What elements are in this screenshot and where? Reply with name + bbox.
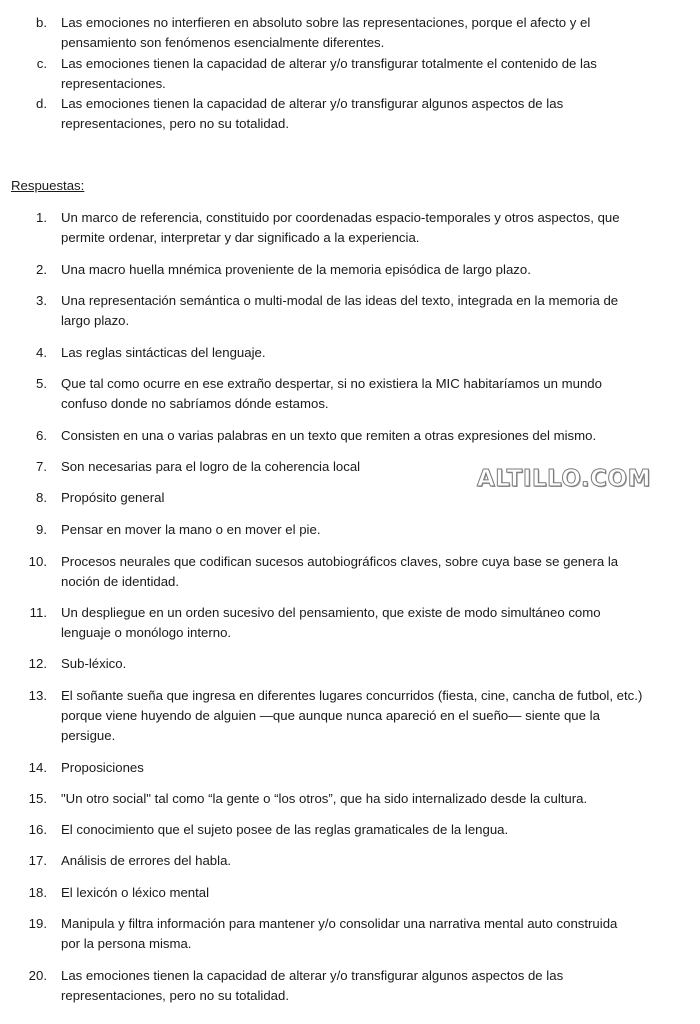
answer-number: 16. (28, 822, 47, 837)
answer-line: permite ordenar, interpretar y dar significado a la experiencia. (61, 230, 420, 245)
option-line: representaciones, pero no su totalidad. (61, 116, 289, 131)
answer-text (61, 208, 681, 248)
answer-number: 5. (36, 376, 47, 391)
answer-number: 2. (36, 262, 47, 277)
answer-number: 8. (36, 490, 47, 505)
answer-number: 7. (36, 459, 47, 474)
answer-line: Manipula y filtra información para mantener y/o consolidar una narrativa mental auto construida (61, 916, 618, 931)
answer-line: largo plazo. (61, 313, 130, 328)
answers-heading: Respuestas: (11, 178, 85, 193)
answer-number: 15. (28, 791, 47, 806)
answer-text (61, 520, 681, 540)
answer-text (61, 686, 681, 746)
answer-line: El lexicón o léxico mental (61, 885, 210, 900)
answer-number: 18. (28, 885, 47, 900)
option-line: Las emociones tienen la capacidad de alterar y/o transfigurar algunos aspectos de las (61, 96, 564, 111)
answer-line: El conocimiento que el sujeto posee de las reglas gramaticales de la lengua. (61, 822, 509, 837)
answer-number: 14. (28, 760, 47, 775)
answer-line: confuso donde no sabríamos dónde estamos. (61, 396, 329, 411)
answer-text (61, 260, 681, 280)
answer-text (61, 966, 681, 1006)
answer-number: 19. (28, 916, 47, 931)
answer-text (61, 914, 681, 954)
option-marker: d. (36, 96, 47, 111)
answer-text (61, 343, 681, 363)
option-marker: c. (36, 56, 47, 71)
answer-line: porque viene huyendo de alguien —que aunque nunca apareció en el sueño— siente que la (61, 708, 600, 723)
answer-line: Las reglas sintácticas del lenguaje. (61, 345, 266, 360)
answer-text (61, 552, 681, 592)
answer-text (61, 851, 681, 871)
answer-number: 3. (36, 293, 47, 308)
option-marker: b. (36, 15, 47, 30)
answer-line: Las emociones tienen la capacidad de alterar y/o transfigurar algunos aspectos de las (61, 968, 564, 983)
answer-text (61, 758, 681, 778)
answer-line: por la persona misma. (61, 936, 192, 951)
answer-line: Consisten en una o varias palabras en un texto que remiten a otras expresiones del mismo. (61, 428, 597, 443)
answer-line: Que tal como ocurre en ese extraño despertar, si no existiera la MIC habitaríamos un mundo (61, 376, 602, 391)
watermark-logo: ALTILLO.COM (477, 466, 651, 492)
option-line: representaciones. (61, 76, 166, 91)
answer-line: "Un otro social" tal como “la gente o “los otros”, que ha sido internalizado desde la cultura. (61, 791, 588, 806)
option-line: Las emociones no interfieren en absoluto sobre las representaciones, porque el afecto y el (61, 15, 591, 30)
answer-line: representaciones, pero no su totalidad. (61, 988, 289, 1003)
answer-line: lenguaje o monólogo interno. (61, 625, 232, 640)
option-text (61, 13, 681, 53)
answer-number: 12. (28, 656, 47, 671)
answer-text (61, 291, 681, 331)
answer-text (61, 603, 681, 643)
answer-number: 4. (36, 345, 47, 360)
answer-line: persigue. (61, 728, 116, 743)
option-text (61, 54, 681, 94)
answer-number: 13. (28, 688, 47, 703)
option-line: pensamiento son fenómenos esencialmente diferentes. (61, 35, 385, 50)
answer-line: Proposiciones (61, 760, 144, 775)
answer-number: 1. (36, 210, 47, 225)
option-line: Las emociones tienen la capacidad de alterar y/o transfigurar totalmente el contenido de las (61, 56, 597, 71)
answer-text (61, 374, 681, 414)
answer-text (61, 654, 681, 674)
answer-text (61, 820, 681, 840)
answer-text (61, 426, 681, 446)
answer-line: Propósito general (61, 490, 165, 505)
answer-line: Una representación semántica o multi-modal de las ideas del texto, integrada en la memoria de (61, 293, 619, 308)
answer-number: 11. (29, 605, 47, 620)
option-text (61, 94, 681, 134)
answer-line: Procesos neurales que codifican sucesos autobiográficos claves, sobre cuya base se genera la (61, 554, 619, 569)
answer-text (61, 789, 681, 809)
answer-number: 10. (28, 554, 47, 569)
answer-line: Pensar en mover la mano o en mover el pie. (61, 522, 321, 537)
answer-line: El soñante sueña que ingresa en diferentes lugares concurridos (fiesta, cine, cancha de futbol, etc.) (61, 688, 643, 703)
answer-line: noción de identidad. (61, 574, 180, 589)
answer-line: Un despliegue en un orden sucesivo del pensamiento, que existe de modo simultáneo como (61, 605, 601, 620)
answer-text (61, 883, 681, 903)
answer-line: Sub-léxico. (61, 656, 127, 671)
answer-number: 17. (28, 853, 47, 868)
answer-line: Análisis de errores del habla. (61, 853, 232, 868)
answer-number: 9. (36, 522, 47, 537)
answer-number: 20. (28, 968, 47, 983)
answer-line: Son necesarias para el logro de la coherencia local (61, 459, 361, 474)
answer-number: 6. (36, 428, 47, 443)
answer-line: Un marco de referencia, constituido por coordenadas espacio-temporales y otros aspectos, que (61, 210, 620, 225)
answer-line: Una macro huella mnémica proveniente de la memoria episódica de largo plazo. (61, 262, 531, 277)
